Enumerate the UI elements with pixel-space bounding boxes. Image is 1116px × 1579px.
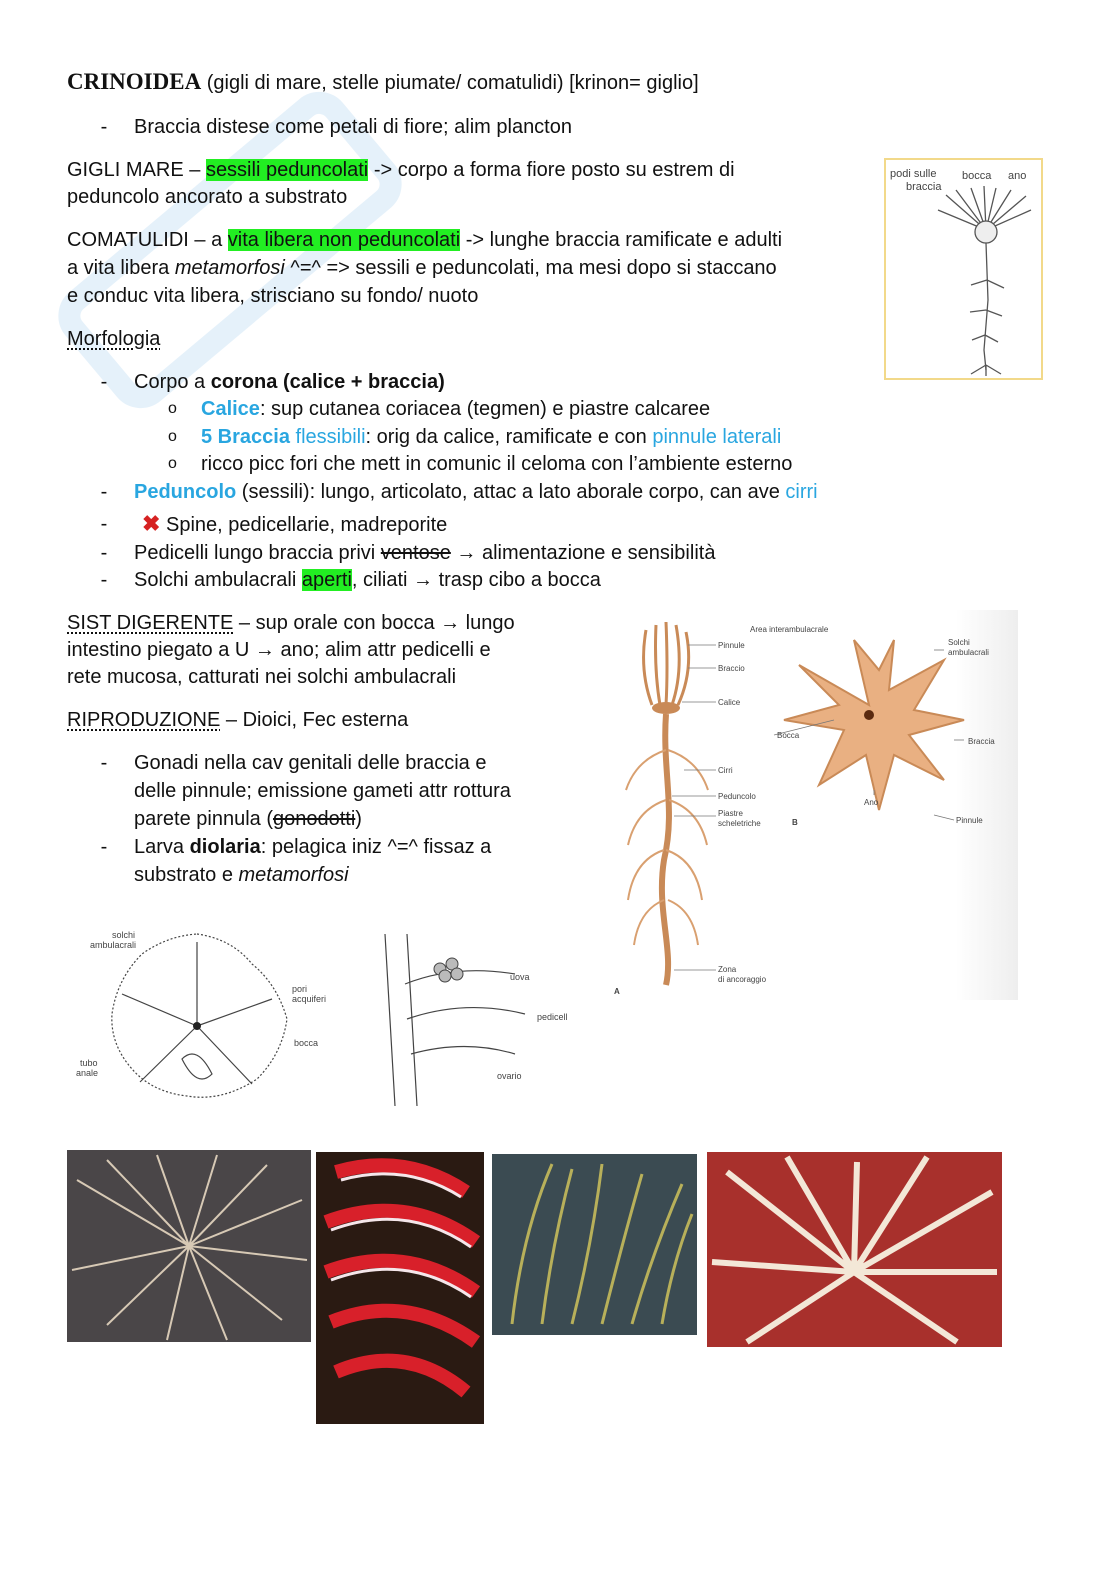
- comatulidi-line1: COMATULIDI – a vita libera non peduncolati -> lunghe braccia ramificate e adulti: [67, 229, 783, 251]
- label-pori: pori: [292, 984, 308, 994]
- fori-item: ricco picc fori che mett in comunic il celoma con l’ambiente esterno: [201, 453, 793, 475]
- bullet-dash: -: [100, 569, 108, 591]
- label-scheletriche: scheletriche: [718, 819, 761, 828]
- label-uova: uova: [510, 972, 530, 982]
- riproduzione-line: RIPRODUZIONE – Dioici, Fec esterna: [67, 709, 409, 731]
- label-ovario: ovario: [497, 1071, 522, 1081]
- gonadi-line1: Gonadi nella cav genitali delle braccia e: [134, 752, 487, 774]
- calice-item: Calice: sup cutanea coriacea (tegmen) e piastre calcaree: [201, 398, 711, 420]
- gigli-line2: peduncolo ancorato a substrato: [67, 186, 348, 208]
- gonadi-line2: delle pinnule; emissione gameti attr rottura: [134, 780, 511, 802]
- larva-line2: substrato e metamorfosi: [134, 864, 349, 886]
- crinoid-photo-4: [707, 1152, 1002, 1347]
- crinoid-anatomy-figure: [604, 610, 1018, 1000]
- circle-bullet: o: [168, 400, 177, 417]
- label-piastre: Piastre: [718, 809, 743, 818]
- pedicelli-bullet: Pedicelli lungo braccia privi ventose → alimentazione e sensibilità: [134, 542, 716, 564]
- bullet-dash: -: [100, 836, 108, 858]
- label-ano: Ano: [864, 798, 879, 807]
- digerente-line3: rete mucosa, catturati nei solchi ambulacrali: [67, 666, 457, 688]
- sea-lily-figure: [884, 158, 1043, 380]
- pinnule-gonad-figure: [345, 924, 575, 1106]
- label-ambulacrali: ambulacrali: [90, 940, 137, 950]
- digerente-line2: intestino piegato a U → ano; alim attr pedicelli e: [67, 639, 491, 661]
- crinoid-photo-3: [492, 1154, 697, 1335]
- bullet-dash: -: [100, 481, 108, 503]
- morfologia-heading: Morfologia: [67, 328, 161, 350]
- peduncolo-bullet: Peduncolo (sessili): lungo, articolato, attac a lato aborale corpo, can ave cirri: [134, 481, 818, 503]
- label-ambulacrali: ambulacrali: [948, 648, 989, 657]
- intro-bullet: Braccia distese come petali di fiore; alim plancton: [134, 116, 572, 138]
- crinoid-photo-2: [316, 1152, 484, 1424]
- label-pedicell: pedicell: [537, 1012, 568, 1022]
- bullet-dash: -: [100, 513, 108, 535]
- label-bocca: Bocca: [777, 731, 800, 740]
- label-bocca: bocca: [294, 1038, 319, 1048]
- braccia-item: 5 Braccia flessibili: orig da calice, ramificate e con pinnule laterali: [201, 426, 782, 448]
- crinoid-photo-1: [67, 1150, 311, 1342]
- larva-line1: Larva diolaria: pelagica iniz ^=^ fissaz a: [134, 836, 492, 858]
- label-zona: Zona: [718, 965, 737, 974]
- label-area: Area interambulacrale: [750, 625, 829, 634]
- label-calice: Calice: [718, 698, 741, 707]
- solchi-bullet: Solchi ambulacrali aperti, ciliati → trasp cibo a bocca: [134, 569, 601, 591]
- digerente-line1: SIST DIGERENTE – sup orale con bocca → lungo: [67, 612, 515, 634]
- spine-bullet: ✖ Spine, pedicellarie, madreporite: [142, 511, 448, 536]
- bullet-dash: -: [100, 752, 108, 774]
- cross-icon: ✖: [142, 511, 161, 536]
- oral-view-figure: [72, 924, 334, 1106]
- circle-bullet: o: [168, 455, 177, 472]
- bullet-dash: -: [100, 116, 108, 138]
- fig-label-podi: podi sulle: [890, 168, 937, 180]
- circle-bullet: o: [168, 428, 177, 445]
- label-acquiferi: acquiferi: [292, 994, 327, 1004]
- fig-label-braccia: braccia: [906, 181, 942, 193]
- label-peduncolo: Peduncolo: [718, 792, 756, 801]
- label-a: A: [614, 987, 620, 996]
- corpo-bullet: Corpo a corona (calice + braccia): [134, 371, 445, 393]
- comatulidi-line2: a vita libera metamorfosi ^=^ => sessili e peduncolati, ma mesi dopo si staccano: [67, 257, 777, 279]
- gonadi-line3: parete pinnula (gonodotti): [134, 808, 362, 830]
- label-cirri: Cirri: [718, 766, 733, 775]
- label-solchi: Solchi: [948, 638, 970, 647]
- gigli-line1: GIGLI MARE – sessili peduncolati -> corpo a forma fiore posto su estrem di: [67, 159, 735, 181]
- fig-label-bocca: bocca: [962, 170, 992, 182]
- label-b: B: [792, 818, 798, 827]
- label-pinnule-b: Pinnule: [956, 816, 983, 825]
- label-ancoraggio: di ancoraggio: [718, 975, 767, 984]
- label-anale: anale: [76, 1068, 99, 1078]
- bullet-dash: -: [100, 542, 108, 564]
- label-solchi: solchi: [112, 930, 136, 940]
- label-braccia: Braccia: [968, 737, 995, 746]
- label-braccio: Braccio: [718, 664, 745, 673]
- page-title: CRINOIDEA (gigli di mare, stelle piumate/ comatulidi) [krinon= giglio]: [67, 69, 699, 94]
- bullet-dash: -: [100, 371, 108, 393]
- fig-label-ano: ano: [1008, 170, 1027, 182]
- label-pinnule: Pinnule: [718, 641, 745, 650]
- comatulidi-line3: e conduc vita libera, strisciano su fondo/ nuoto: [67, 285, 479, 307]
- label-tubo: tubo: [80, 1058, 98, 1068]
